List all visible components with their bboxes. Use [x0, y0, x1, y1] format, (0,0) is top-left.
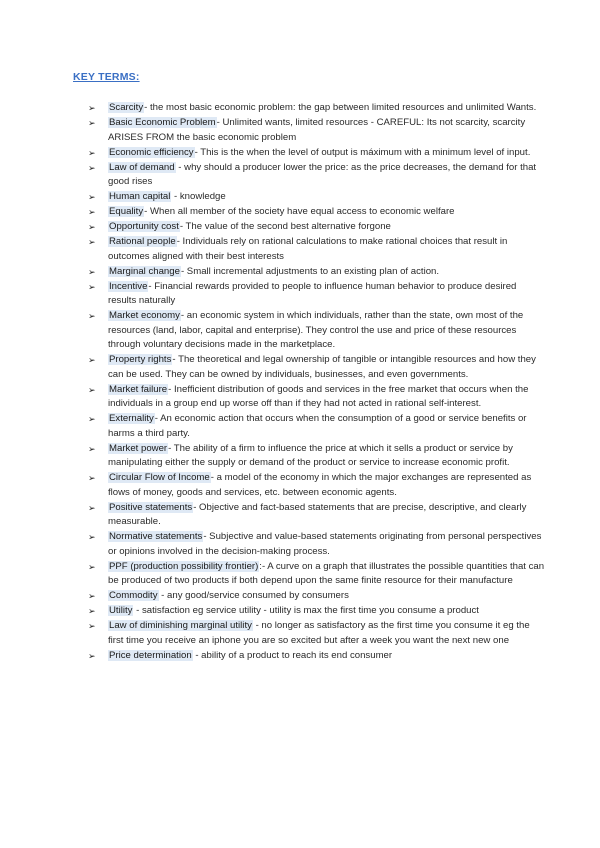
term-name: Positive statements — [109, 501, 193, 513]
term-name: Marginal change — [109, 265, 180, 277]
term-definition: - ability of a product to reach its end consumer — [192, 649, 393, 661]
arrow-bullet-icon: ➢ — [88, 266, 96, 277]
term-name: Property rights — [109, 354, 172, 365]
list-item — [87, 471, 547, 500]
arrow-bullet-icon: ➢ — [88, 473, 96, 483]
term-name: PPF (production possibility frontier) — [109, 560, 259, 572]
term-name: Law of demand — [109, 161, 175, 173]
list-item — [87, 649, 547, 664]
term-definition: :- A curve on a graph that illustrates the possible quantities that can be produced of two products if both depend upon the same finite resource for their manufacture — [108, 560, 545, 586]
arrow-bullet-icon: ➢ — [88, 222, 96, 232]
term-name: Incentive — [109, 280, 148, 292]
arrow-bullet-icon: ➢ — [88, 162, 96, 173]
list-item — [87, 205, 547, 220]
arrow-bullet-icon: ➢ — [88, 502, 96, 513]
term-definition: - Unlimited wants, limited resources - CAREFUL: Its not scarcity, scarcity ARISES FROM the basic economic problem — [108, 117, 526, 143]
arrow-bullet-icon: ➢ — [88, 118, 96, 128]
term-definition: - satisfaction eg service utility - utility is max the first time you consume a product — [133, 605, 479, 616]
term-name: Market power — [109, 442, 168, 454]
term-definition: - the most basic economic problem: the gap between limited resources and unlimited Wants. — [144, 102, 537, 113]
term-definition: - no longer as satisfactory as the first time you consume it eg the first time you receive an iphone you are so excited but after a week you want the next new one — [108, 620, 530, 646]
arrow-bullet-icon: ➢ — [88, 621, 96, 631]
list-item — [87, 604, 547, 619]
arrow-bullet-icon: ➢ — [88, 384, 96, 395]
list-item — [87, 442, 547, 471]
key-terms-list — [87, 101, 547, 664]
list-item — [87, 265, 547, 280]
term-name: Opportunity cost — [109, 221, 179, 232]
arrow-bullet-icon: ➢ — [88, 237, 96, 247]
term-name: Circular Flow of Income — [109, 472, 210, 483]
list-item — [87, 161, 547, 190]
arrow-bullet-icon: ➢ — [88, 650, 96, 661]
term-name: Utility — [109, 605, 133, 616]
term-definition: - any good/service consumed by consumers — [158, 590, 349, 601]
term-definition: - why should a producer lower the price: as the price decreases, the demand for that good rises — [108, 161, 537, 187]
arrow-bullet-icon: ➢ — [88, 311, 96, 321]
term-name: Market economy — [109, 310, 180, 321]
term-name: Basic Economic Problem — [109, 117, 216, 128]
arrow-bullet-icon: ➢ — [88, 355, 96, 365]
term-definition: - The value of the second best alternative forgone — [179, 221, 391, 232]
arrow-bullet-icon: ➢ — [88, 147, 96, 158]
arrow-bullet-icon: ➢ — [88, 591, 96, 601]
list-item — [87, 412, 547, 441]
term-definition: - Inefficient distribution of goods and services in the free market that occurs when the individuals in a group end up worse off than if they had not acted in rational self-interest. — [108, 383, 529, 409]
term-name: Rational people — [109, 236, 176, 247]
arrow-bullet-icon: ➢ — [88, 103, 96, 113]
term-definition: - Financial rewards provided to people to influence human behavior to produce desired results naturally — [108, 280, 517, 306]
arrow-bullet-icon: ➢ — [88, 532, 96, 542]
term-definition: - An economic action that occurs when the consumption of a good or service benefits or harms a third party. — [108, 413, 527, 439]
term-definition: - Small incremental adjustments to an existing plan of action. — [180, 265, 440, 277]
list-item — [87, 190, 547, 205]
term-name: Law of diminishing marginal utility — [109, 620, 252, 631]
list-item — [87, 235, 547, 264]
page-heading: KEY TERMS: — [73, 71, 140, 83]
term-definition: - The ability of a firm to influence the price at which it sells a product or service by manipulating either the supply or demand of the product or service to increase economic profit. — [108, 442, 513, 468]
list-item — [87, 116, 547, 145]
arrow-bullet-icon: ➢ — [88, 281, 96, 292]
arrow-bullet-icon: ➢ — [88, 207, 96, 217]
list-item — [87, 353, 547, 382]
term-name: Equality — [109, 206, 144, 217]
term-definition: - This is the when the level of output is máximum with a minimum level of input. — [194, 146, 531, 158]
list-item — [87, 560, 547, 589]
list-item — [87, 501, 547, 530]
list-item — [87, 619, 547, 648]
term-name: Commodity — [109, 590, 158, 601]
term-definition: - knowledge — [171, 191, 226, 202]
term-name: Market failure — [109, 383, 168, 395]
term-definition: - a model of the economy in which the major exchanges are represented as flows of money, goods and services, etc. between economic agents. — [108, 472, 532, 498]
list-item — [87, 383, 547, 412]
arrow-bullet-icon: ➢ — [88, 443, 96, 454]
arrow-bullet-icon: ➢ — [88, 414, 96, 424]
term-name: Scarcity — [109, 102, 144, 113]
term-definition: - Objective and fact-based statements that are precise, descriptive, and clearly measurable. — [108, 501, 527, 527]
term-name: Externality — [109, 413, 154, 424]
term-name: Human capital — [109, 191, 171, 202]
term-definition: - an economic system in which individuals, rather than the state, own most of the resources (land, labor, capital and enterprise). They control the use and price of these resources through voluntary decisions made in the marketplace. — [108, 310, 524, 350]
list-item — [87, 280, 547, 309]
list-item — [87, 309, 547, 353]
term-definition: - The theoretical and legal ownership of tangible or intangible resources and how they can be used. They can be owned by individuals, businesses, and even governments. — [108, 354, 536, 380]
list-item — [87, 589, 547, 604]
term-definition: - When all member of the society have equal access to economic welfare — [144, 206, 455, 217]
arrow-bullet-icon: ➢ — [88, 606, 96, 616]
list-item — [87, 220, 547, 235]
list-item — [87, 530, 547, 559]
term-name: Economic efficiency — [109, 146, 194, 158]
term-definition: - Subjective and value-based statements originating from personal perspectives or opinions involved in the decision-making process. — [108, 531, 542, 557]
term-name: Normative statements — [109, 531, 203, 542]
arrow-bullet-icon: ➢ — [88, 561, 96, 572]
list-item — [87, 101, 547, 116]
arrow-bullet-icon: ➢ — [88, 192, 96, 202]
term-name: Price determination — [109, 649, 192, 661]
term-definition: - Individuals rely on rational calculations to make rational choices that result in outcomes aligned with their best interests — [108, 236, 508, 262]
list-item — [87, 146, 547, 161]
